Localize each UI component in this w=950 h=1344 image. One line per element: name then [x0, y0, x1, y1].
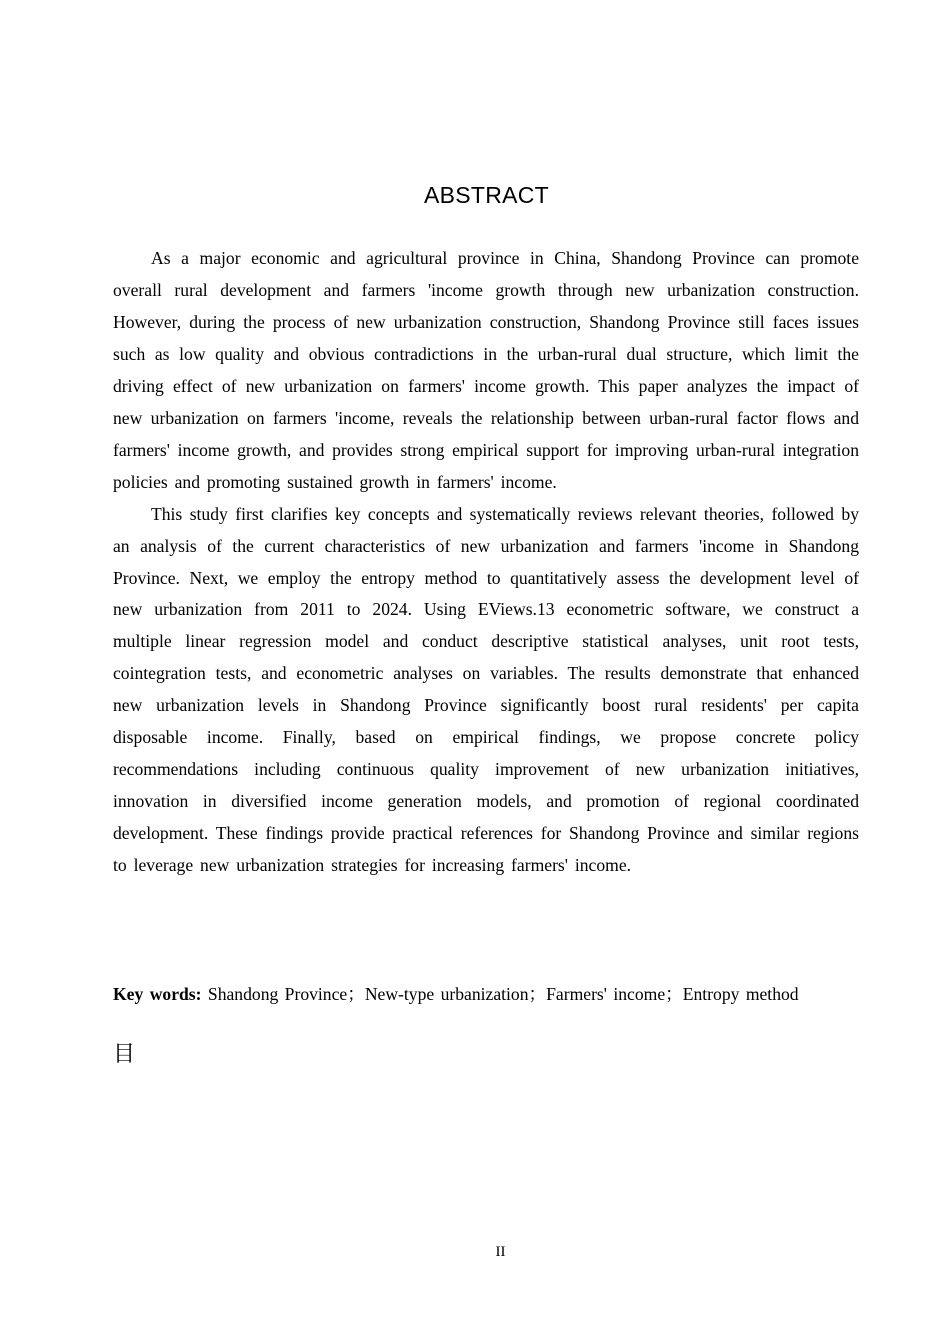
toc-heading-fragment: 目 [113, 1042, 136, 1067]
abstract-body [113, 243, 859, 882]
abstract-paragraph-1: As a major economic and agricultural province in China, Shandong Province can promote overall rural development and farmers 'income growth through new urbanization construction. However, during the process of new urbanization construction, Shandong Province still faces issues such as low quality and obvious contradictions in the urban-rural dual structure, which limit the driving effect of new urbanization on farmers' income growth. This paper analyzes the impact of new urbanization on farmers 'income, reveals the relationship between urban-rural factor flows and farmers' income growth, and provides strong empirical support for improving urban-rural integration policies and promoting sustained growth in farmers' income. [113, 248, 859, 492]
keyword-item: Entropy method [682, 984, 799, 1004]
keyword-item: New-type urbanization； [364, 984, 547, 1004]
page-number: II [495, 1244, 506, 1260]
keyword-item: Shandong Province； [207, 984, 365, 1004]
abstract-title: ABSTRACT [423, 182, 550, 208]
keyword-item: Farmers' income； [546, 984, 683, 1004]
keywords-label: Key words: [113, 984, 202, 1004]
keywords-line [113, 978, 859, 1010]
abstract-paragraph-2: This study first clarifies key concepts and systematically reviews relevant theories, followed by an analysis of the current characteristics of new urbanization and farmers 'income in Shandong Province. Next, we employ the entropy method to quantitatively assess the development level of new urbanization from 2011 to 2024. Using EViews.13 econometric software, we construct a multiple linear regression model and conduct descriptive statistical analyses, unit root tests, cointegration tests, and econometric analyses on variables. The results demonstrate that enhanced new urbanization levels in Shandong Province significantly boost rural residents' per capita disposable income. Finally, based on empirical findings, we propose concrete policy recommendations including continuous quality improvement of new urbanization initiatives, innovation in diversified income generation models, and promotion of regional coordinated development. These findings provide practical references for Shandong Province and similar regions to leverage new urbanization strategies for increasing farmers' income. [113, 503, 859, 876]
